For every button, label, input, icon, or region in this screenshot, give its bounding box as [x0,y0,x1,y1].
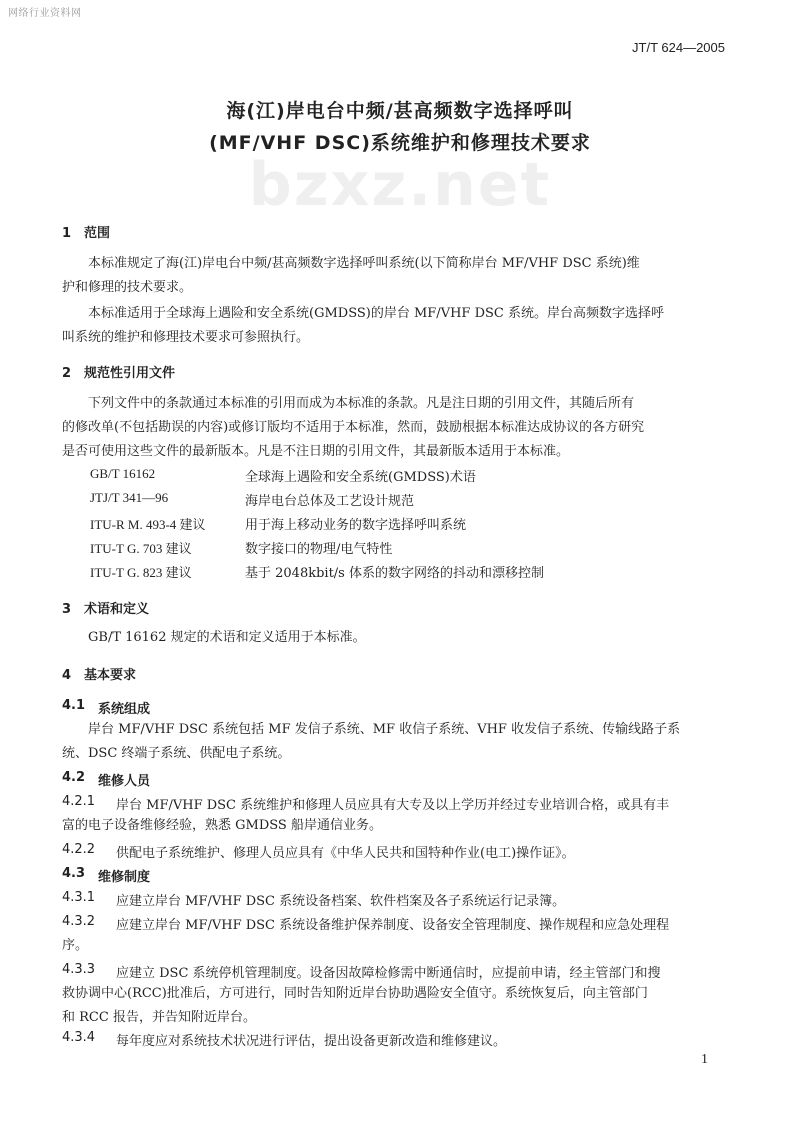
title-line-1: 海(江)岸电台中频/甚高频数字选择呼叫 [226,100,574,122]
clause-4-3-2-text-a: 应建立岸台 MF/VHF DSC 系统设备维护保养制度、设备安全管理制度、操作规程和应急处理程 [116,918,670,933]
clause-4-2-number: 4.2 [62,770,86,785]
ref-title: 海岸电台总体及工艺设计规范 [245,494,415,509]
clause-4-3-2-number: 4.3.2 [62,914,96,929]
watermark: bzxz.net [248,150,552,220]
standard-number: JT/T 624—2005 [632,40,725,55]
section-1-heading: 1 范围 [62,226,111,241]
clause-4-2-1-text-b: 富的电子设备维修经验，熟悉 GMDSS 船岸通信业务。 [62,818,382,833]
clause-4-3-1-text: 应建立岸台 MF/VHF DSC 系统设备档案、软件档案及各子系统运行记录簿。 [116,894,566,909]
ref-code: ITU-T G. 703 建议 [90,541,192,556]
page-number: 1 [701,1052,708,1067]
clause-4-3-3-number: 4.3.3 [62,962,96,977]
ref-code: GB/T 16162 [90,466,156,481]
clause-4-3-3-text-c: 和 RCC 报告，并告知附近岸台。 [62,1010,256,1025]
section-2-para-b: 的修改单(不包括勘误的内容)或修订版均不适用于本标准，然而，鼓励根据本标准达成协议的各方研究 [62,420,645,435]
clause-4-3-title: 维修制度 [98,870,151,885]
clause-4-3-4-text: 每年度应对系统技术状况进行评估，提出设备更新改造和维修建议。 [116,1034,507,1049]
clause-4-2-title: 维修人员 [98,774,151,789]
clause-4-1-para-b: 统、DSC 终端子系统、供配电子系统。 [62,746,291,761]
clause-4-1-number: 4.1 [62,698,86,713]
section-1-para-1b: 护和修理的技术要求。 [62,280,193,295]
ref-title: 全球海上遇险和安全系统(GMDSS)术语 [245,470,476,485]
clause-4-3-4-number: 4.3.4 [62,1030,96,1045]
clause-4-3-3-text-b: 救协调中心(RCC)批准后，方可进行，同时告知附近岸台协助遇险安全值守。系统恢复后，向主管部门 [62,986,648,1001]
clause-4-2-2-number: 4.2.2 [62,842,96,857]
clause-4-1-title: 系统组成 [98,702,151,717]
section-3-para: GB/T 16162 规定的术语和定义适用于本标准。 [88,630,366,645]
clause-4-2-1-text-a: 岸台 MF/VHF DSC 系统维护和修理人员应具有大专及以上学历并经过专业培训合格，或具有丰 [116,798,670,813]
section-1-para-2a: 本标准适用于全球海上遇险和安全系统(GMDSS)的岸台 MF/VHF DSC 系统。岸台高频数字选择呼 [88,306,664,321]
ref-title: 数字接口的物理/电气特性 [245,542,393,557]
clause-4-1-para-a: 岸台 MF/VHF DSC 系统包括 MF 发信子系统、MF 收信子系统、VHF 收发信子系统、传输线路子系 [88,722,681,737]
clause-4-2-1-number: 4.2.1 [62,794,96,809]
ref-code: ITU-T G. 823 建议 [90,565,192,580]
section-1-para-2b: 叫系统的维护和修理技术要求可参照执行。 [62,330,310,345]
ref-code: ITU-R M. 493-4 建议 [90,517,206,532]
section-3-heading: 3 术语和定义 [62,602,150,617]
section-2-para-c: 是否可使用这些文件的最新版本。凡是不注日期的引用文件，其最新版本适用于本标准。 [62,444,570,459]
section-2-para-a: 下列文件中的条款通过本标准的引用而成为本标准的条款。凡是注日期的引用文件，其随后所有 [88,396,635,411]
ref-title: 用于海上移动业务的数字选择呼叫系统 [245,518,467,533]
clause-4-3-1-number: 4.3.1 [62,890,96,905]
clause-4-3-2-text-b: 序。 [62,938,89,953]
title-line-2: (MF/VHF DSC)系统维护和修理技术要求 [209,132,591,154]
section-4-heading: 4 基本要求 [62,668,137,683]
ref-title: 基于 2048kbit/s 体系的数字网络的抖动和漂移控制 [245,566,544,581]
clause-4-3-number: 4.3 [62,866,86,881]
clause-4-2-2-text: 供配电子系统维护、修理人员应具有《中华人民共和国特种作业(电工)操作证》。 [116,846,575,861]
clause-4-3-3-text-a: 应建立 DSC 系统停机管理制度。设备因故障检修需中断通信时，应提前申请，经主管部门和搜 [116,966,661,981]
section-2-heading: 2 规范性引用文件 [62,366,176,381]
top-mark: 网络行业资料网 [8,8,82,19]
ref-code: JTJ/T 341—96 [90,490,169,505]
section-1-para-1a: 本标准规定了海(江)岸电台中频/甚高频数字选择呼叫系统(以下简称岸台 MF/VHF DSC 系统)维 [88,256,640,271]
